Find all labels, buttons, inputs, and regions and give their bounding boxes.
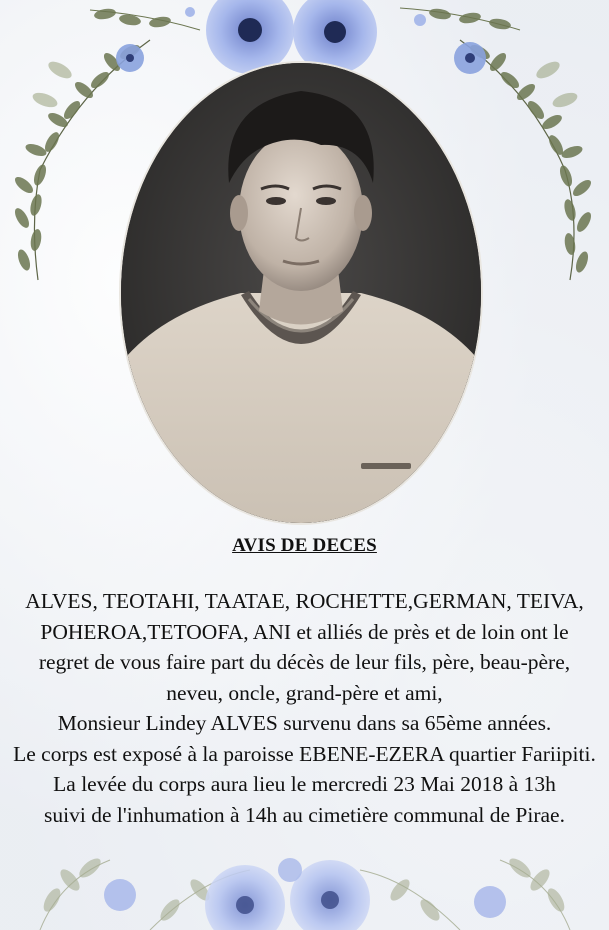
notice-body [8,586,601,830]
notice-line: ALVES, TEOTAHI, TAATAE, ROCHETTE,GERMAN, TEIVA, [25,589,584,613]
notice-line: neveu, oncle, grand-père et ami, [166,680,443,705]
notice-title: AVIS DE DECES [232,535,377,556]
notice-line: Monsieur Lindey ALVES survenu dans sa 65ème années. [57,711,552,735]
notice-line: suivi de l'inhumation à 14h au cimetière communal de Pirae. [44,802,565,827]
notice-line: Le corps est exposé à la paroisse EBENE-EZERA quartier Fariipiti. [13,741,596,766]
portrait-photo [121,63,481,523]
notice-line: POHEROA,TETOOFA, ANI et alliés de près et de loin ont le [40,619,569,644]
notice-line: regret de vous faire part du décès de leur fils, père, beau-père, [38,650,571,674]
bottom-floral-decoration [0,820,609,930]
blue-flower [206,0,294,74]
notice-line: La levée du corps aura lieu le mercredi 23 Mai 2018 à 13h [53,772,556,796]
